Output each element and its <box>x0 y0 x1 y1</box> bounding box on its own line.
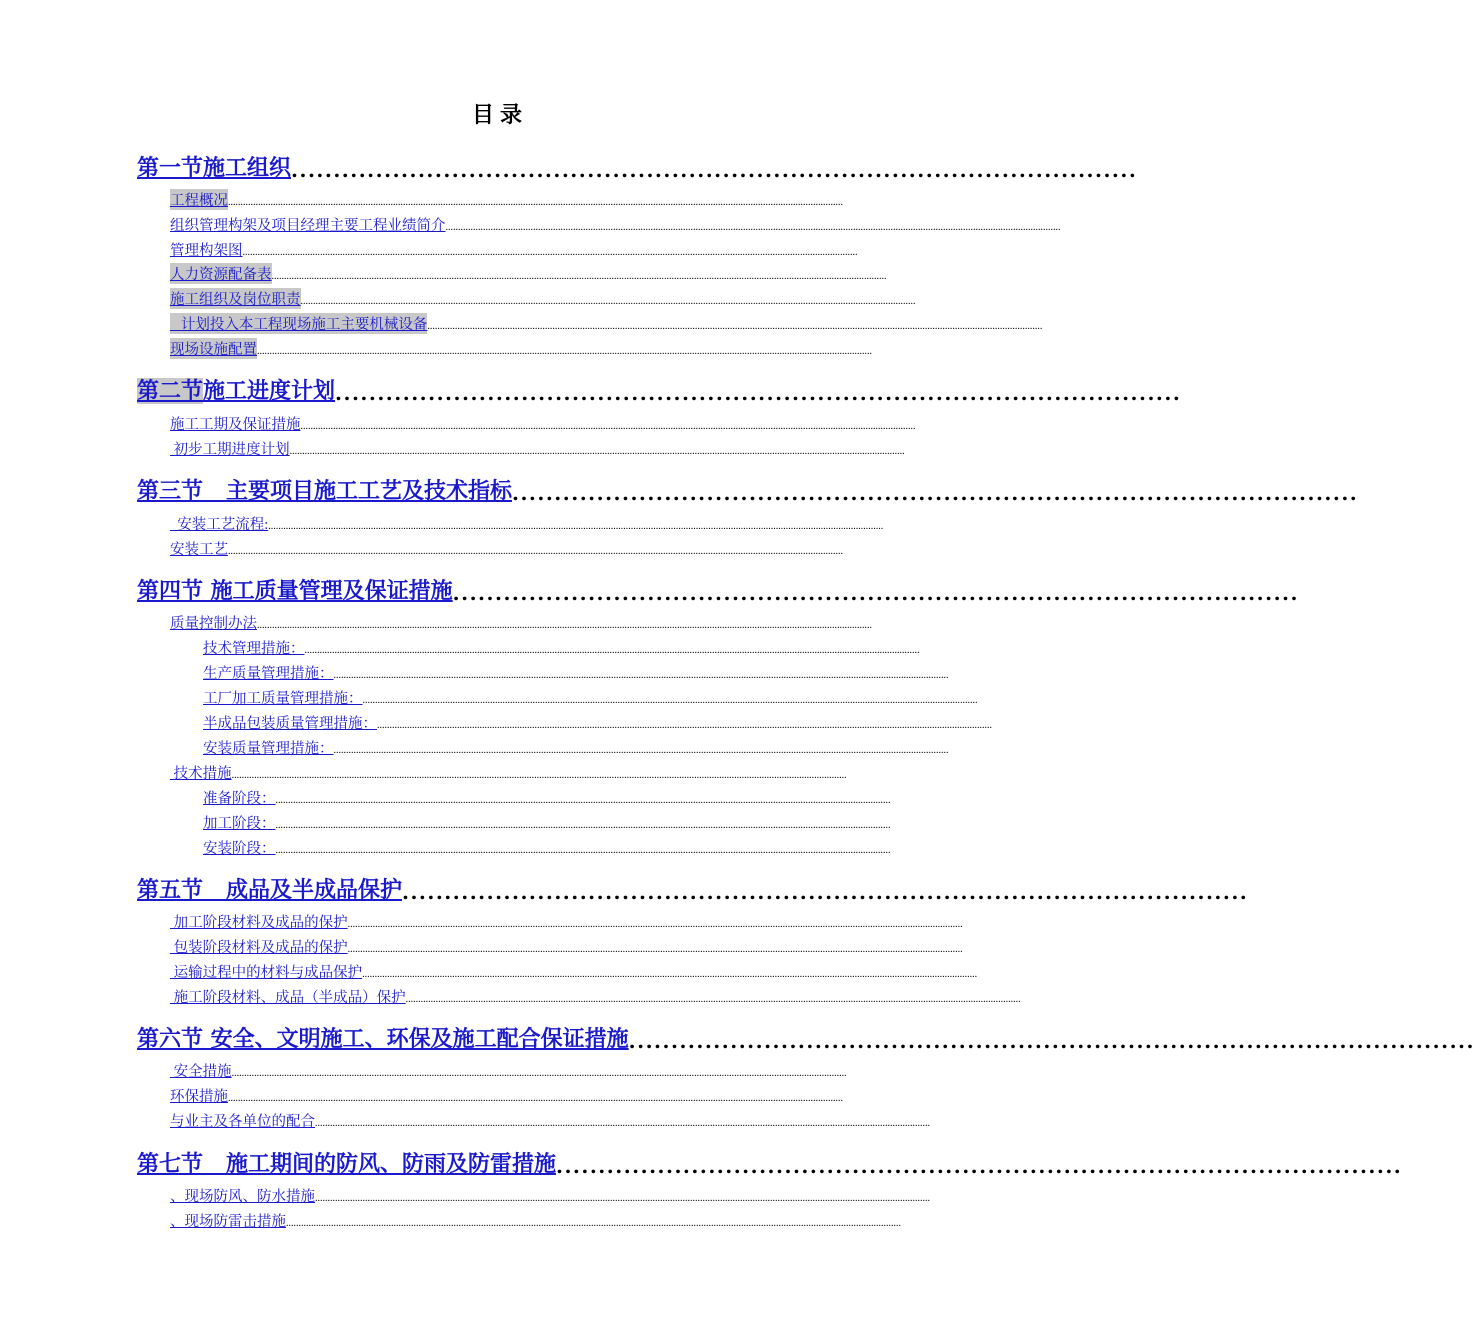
toc-title: 目录 <box>471 102 528 128</box>
dot-leader: .................................................................................................... <box>511 481 1359 505</box>
toc-subentry[interactable] <box>203 713 992 733</box>
toc-subentry-link[interactable]: 初步工期进度计划 <box>170 442 290 458</box>
toc-subentry[interactable] <box>203 738 949 758</box>
toc-subentry[interactable] <box>170 937 963 957</box>
toc-subentry-link[interactable]: 安装阶段： <box>203 841 276 857</box>
dot-leader: ...................................................................................................................................................................................................................................................... <box>362 695 978 706</box>
toc-subentry[interactable] <box>170 763 856 783</box>
toc-subentry[interactable] <box>170 439 905 459</box>
toc-subentry[interactable] <box>170 1211 901 1231</box>
dot-leader: ...................................................................................................................................................................................................................................................... <box>242 247 858 258</box>
dot-leader: ...................................................................................................................................................................................................................................................... <box>445 222 1061 233</box>
toc-subentry-link[interactable]: 工程概况 <box>170 189 228 210</box>
toc-section-entry[interactable] <box>137 1023 1475 1053</box>
dot-leader: ...................................................................................................................................................................................................................................................... <box>304 645 920 656</box>
dot-leader: ...................................................................................................................................................................................................................................................... <box>333 670 949 681</box>
toc-subentry-link[interactable]: 半成品包装质量管理措施： <box>203 716 377 732</box>
toc-subentry[interactable] <box>170 912 963 932</box>
toc-subentry-link[interactable]: 安装工艺 <box>170 542 228 558</box>
toc-subentry[interactable] <box>203 788 891 808</box>
dot-leader: ...................................................................................................................................................................................................................................................... <box>315 1118 930 1129</box>
dot-leader: ...................................................................................................................................................................................................................................................... <box>289 446 905 457</box>
toc-subentry[interactable] <box>170 339 872 359</box>
toc-subentry[interactable] <box>170 190 856 210</box>
dot-leader: .................................................................................................... <box>452 581 1299 605</box>
toc-subentry-link[interactable]: 准备阶段： <box>203 791 276 807</box>
toc-subentry-link[interactable]: 生产质量管理措施： <box>203 666 334 682</box>
toc-subentry-link[interactable]: 技术措施 <box>170 766 232 782</box>
toc-subentry[interactable] <box>203 638 920 658</box>
toc-subentry[interactable] <box>170 314 1043 334</box>
dot-leader: ...................................................................................................................................................................................................................................................... <box>275 845 891 856</box>
toc-subentry-link[interactable]: 施工工期及保证措施 <box>170 417 301 433</box>
dot-leader: ...................................................................................................................................................................................................................................................... <box>275 795 891 806</box>
dot-leader: ...................................................................................................................................................................................................................................................... <box>333 745 949 756</box>
toc-section-entry[interactable] <box>137 152 1138 182</box>
toc-section-link[interactable]: 第六节 安全、文明施工、环保及施工配合保证措施 <box>137 1026 629 1052</box>
toc-section-entry[interactable] <box>137 475 1359 505</box>
toc-section-title-rest: 施工进度计划 <box>203 378 336 404</box>
dot-leader: ...................................................................................................................................................................................................................................................... <box>257 620 872 631</box>
toc-section-entry[interactable] <box>137 575 1299 605</box>
toc-subentry[interactable] <box>203 813 891 833</box>
dot-leader: ...................................................................................................................................................................................................................................................... <box>286 1218 901 1229</box>
dot-leader: ...................................................................................................................................................................................................................................................... <box>300 296 916 307</box>
dot-leader: ...................................................................................................................................................................................................................................................... <box>228 197 843 208</box>
toc-subentry-link[interactable]: 计划投入本工程现场施工主要机械设备 <box>170 313 427 334</box>
toc-subentry-link[interactable]: 环保措施 <box>170 1089 228 1105</box>
dot-leader: ...................................................................................................................................................................................................................................................... <box>275 820 891 831</box>
toc-subentry-link[interactable]: 质量控制办法 <box>170 616 257 632</box>
toc-section-link[interactable]: 第四节 施工质量管理及保证措施 <box>137 578 453 604</box>
toc-subentry-link[interactable]: 管理构架图 <box>170 243 243 259</box>
toc-subentry-link[interactable]: 人力资源配备表 <box>170 263 272 284</box>
toc-subentry[interactable] <box>170 539 856 559</box>
dot-leader: ...................................................................................................................................................................................................................................................... <box>271 271 887 282</box>
toc-subentry[interactable] <box>170 1111 930 1131</box>
toc-subentry[interactable] <box>170 414 916 434</box>
toc-subentry-link[interactable]: 施工组织及岗位职责 <box>170 288 301 309</box>
toc-subentry-link[interactable]: 施工阶段材料、成品（半成品）保护 <box>170 990 406 1006</box>
toc-subentry-link[interactable]: 、现场防风、防水措施 <box>170 1189 315 1205</box>
dot-leader: ...................................................................................................................................................................................................................................................... <box>231 1068 847 1079</box>
dot-leader: ...................................................................................................................................................................................................................................................... <box>257 346 872 357</box>
dot-leader: ...................................................................................................................................................................................................................................................... <box>268 521 884 532</box>
dot-leader: ...................................................................................................................................................................................................................................................... <box>377 720 992 731</box>
toc-section-link[interactable]: 第三节 主要项目施工工艺及技术指标 <box>137 478 512 504</box>
toc-subentry-link[interactable]: 安装质量管理措施： <box>203 741 334 757</box>
toc-section-entry[interactable] <box>137 874 1249 904</box>
toc-subentry-link[interactable]: 与业主及各单位的配合 <box>170 1114 315 1130</box>
toc-section-link[interactable]: 第五节 成品及半成品保护 <box>137 877 402 903</box>
dot-leader: .................................................................................................... <box>555 1154 1403 1178</box>
toc-subentry-link[interactable]: 加工阶段： <box>203 816 276 832</box>
toc-subentry[interactable] <box>203 838 891 858</box>
toc-subentry-link[interactable]: 技术管理措施： <box>203 641 305 657</box>
toc-section-link[interactable]: 第七节 施工期间的防风、防雨及防雷措施 <box>137 1151 556 1177</box>
highlighted-text: 第二节 <box>137 378 204 404</box>
toc-subentry[interactable] <box>203 688 978 708</box>
toc-section-link[interactable] <box>137 374 335 405</box>
dot-leader: .................................................................................................... <box>291 158 1138 182</box>
toc-subentry[interactable] <box>170 514 884 534</box>
toc-subentry-link[interactable]: 组织管理构架及项目经理主要工程业绩简介 <box>170 218 446 234</box>
dot-leader: ...................................................................................................................................................................................................................................................... <box>347 944 963 955</box>
dot-leader: ...................................................................................................................................................................................................................................................... <box>315 1193 930 1204</box>
toc-subentry-link[interactable]: 安装工艺流程: <box>170 517 269 533</box>
dot-leader: ...................................................................................................................................................................................................................................................... <box>362 969 978 980</box>
dot-leader: ...................................................................................................................................................................................................................................................... <box>347 919 963 930</box>
toc-subentry[interactable] <box>170 1186 930 1206</box>
toc-section-entry[interactable] <box>137 1148 1403 1178</box>
toc-subentry[interactable] <box>170 264 887 284</box>
toc-subentry[interactable] <box>170 613 872 633</box>
toc-subentry[interactable] <box>170 215 1061 235</box>
toc-subentry[interactable] <box>170 240 856 260</box>
toc-subentry-link[interactable]: 安全措施 <box>170 1064 232 1080</box>
toc-subentry-link[interactable]: 运输过程中的材料与成品保护 <box>170 965 363 981</box>
dot-leader: .................................................................................................... <box>335 381 1182 405</box>
dot-leader: ...................................................................................................................................................................................................................................................... <box>231 770 847 781</box>
toc-subentry-link[interactable]: 现场设施配置 <box>170 338 257 359</box>
dot-leader: ...................................................................................................................................................................................................................................................... <box>300 421 916 432</box>
toc-subentry[interactable] <box>203 663 949 683</box>
dot-leader: .................................................................................................... <box>401 880 1249 904</box>
dot-leader: .................................................................................................... <box>628 1029 1475 1053</box>
toc-subentry-link[interactable]: 工厂加工质量管理措施： <box>203 691 363 707</box>
toc-subentry[interactable] <box>170 289 916 309</box>
toc-section-entry[interactable] <box>137 375 1182 405</box>
toc-subentry-link[interactable]: 加工阶段材料及成品的保护 <box>170 915 348 931</box>
toc-subentry[interactable] <box>170 987 1021 1007</box>
toc-subentry-link[interactable]: 包装阶段材料及成品的保护 <box>170 940 348 956</box>
dot-leader: ...................................................................................................................................................................................................................................................... <box>228 1093 843 1104</box>
dot-leader: ...................................................................................................................................................................................................................................................... <box>405 994 1021 1005</box>
toc-subentry[interactable] <box>170 1061 856 1081</box>
toc-subentry[interactable] <box>170 1086 856 1106</box>
dot-leader: ...................................................................................................................................................................................................................................................... <box>228 546 843 557</box>
toc-section-link[interactable]: 第一节施工组织 <box>137 155 292 181</box>
toc-subentry-link[interactable]: 、现场防雷击措施 <box>170 1214 286 1230</box>
dot-leader: ...................................................................................................................................................................................................................................................... <box>427 321 1043 332</box>
toc-subentry[interactable] <box>170 962 978 982</box>
